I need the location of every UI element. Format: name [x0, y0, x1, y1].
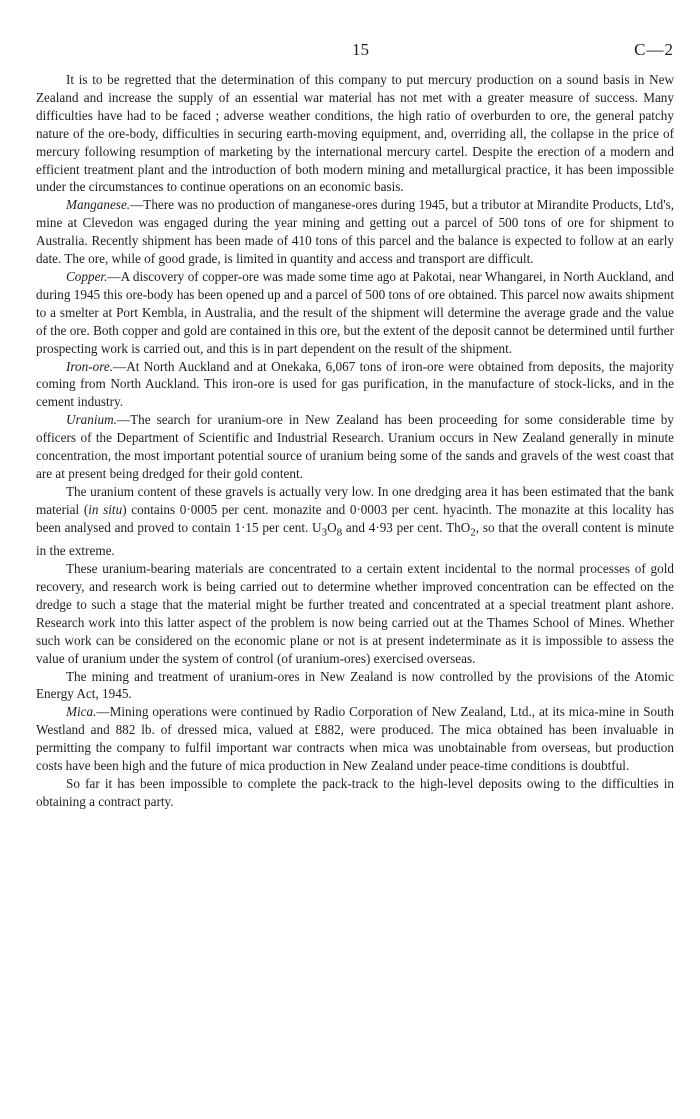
- paragraph-mica: Mica.—Mining operations were continued by Radio Corporation of New Zealand, Ltd., at its mica-mine in South Westland and 882 lb. of dressed mica, valued at £882, were produced. The mica obtained has been invaluable in permitting the company to fulfil important war contracts when mica was unobtainable from overseas, but production costs have been high and the future of mica production in New Zealand under peace-time conditions is doubtful.: [36, 704, 674, 774]
- paragraph-pack-track: So far it has been impossible to complete the pack-track to the high-level deposits owing to the difficulties in obtaining a contract party.: [36, 775, 674, 809]
- paragraph-uranium-research: These uranium-bearing materials are concentrated to a certain extent incidental to the normal processes of gold recovery, and research work is being carried out to determine whether improved concentration can be effected on the dredge to such a stage that the material might be further treated and concentrated at a special treatment plant ashore. Research work into this latter aspect of the problem is now being carried out at the Thames School of Mines. Whether such work can be considered on the economic plane or not is at present indeterminate as it is impossible to assess the value of uranium under the system of control (of uranium-ores) exercised overseas.: [36, 561, 674, 666]
- section-heading-manganese: Manganese.: [66, 197, 131, 213]
- section-heading-mica: Mica.: [66, 704, 97, 720]
- section-heading-copper: Copper.: [66, 268, 108, 284]
- italic-in-situ: in situ: [88, 501, 123, 517]
- paragraph-iron-ore: Iron-ore.—At North Auckland and at Onekaka, 6,067 tons of iron-ore were obtained from deposits, the majority coming from North Auckland. This iron-ore is used for gas purification, in the manufacture of stock-licks, and in the cement industry.: [36, 358, 674, 410]
- series-reference: C—2: [634, 40, 674, 59]
- paragraph-uranium: Uranium.—The search for uranium-ore in New Zealand has been proceeding for some considerable time by officers of the Department of Scientific and Industrial Research. Uranium occurs in New Zealand generally in minute concentration, the most important potential source of uranium being some of the sands and gravels of the west coast that are at present being dredged for their gold content.: [36, 412, 674, 481]
- page-number: 15: [352, 40, 369, 59]
- paragraph-mercury: It is to be regretted that the determination of this company to put mercury production on a sound basis in New Zealand and increase the supply of an essential war material has not met with a greater measure of success. Many difficulties have had to be faced ; adverse weather conditions, the high ratio of overburden to ore, the general patchy nature of the ore-body, difficulties in securing earth-moving equipment, and, overriding all, the collapse in the price of mercury following resumption of marketing by the international mercury cartel. Despite the erection of a modern and efficient treatment plant and the introduction of both modern mining and metallurgical practice, it has been impossible under the circumstances to continue operations on an economic basis.: [36, 72, 674, 195]
- paragraph-manganese: Manganese.—There was no production of manganese-ores during 1945, but a tributor at Mirandite Products, Ltd's, mine at Clevedon was engaged during the year mining and getting out a parcel of 500 tons of ore for shipment to Australia. Recently shipment has been made of 410 tons of this parcel and the balance is expected to follow at an early date. The ore, while of good grade, is limited in quantity and access and transport are difficult.: [36, 197, 674, 267]
- body-text: [36, 71, 674, 811]
- paragraph-copper: Copper.—A discovery of copper-ore was made some time ago at Pakotai, near Whangarei, in North Auckland, and during 1945 this ore-body has been opened up and a parcel of 500 tons of ore obtained. This parcel now awaits shipment to a smelter at Port Kembla, in Australia, and the result of the shipment will determine the average grade and the value of the ore. Both copper and gold are contained in this ore, but the extent of the deposit cannot be determined until further prospecting work is carried out, and this is in part dependent on the result of the shipment.: [36, 268, 674, 356]
- section-heading-uranium: Uranium.: [66, 412, 117, 428]
- section-heading-iron-ore: Iron-ore.: [66, 358, 113, 374]
- page-header: [36, 40, 674, 66]
- paragraph-atomic-energy-act: The mining and treatment of uranium-ores in New Zealand is now controlled by the provisions of the Atomic Energy Act, 1945.: [36, 668, 674, 702]
- paragraph-uranium-content: The uranium content of these gravels is actually very low. In one dredging area it has been estimated that the bank material (in situ) contains 0·0005 per cent. monazite and 0·0003 per cent. hyacinth. The monazite at this locality has been analysed and proved to contain 1·15 per cent. $U_3O_8$ and 4·93 per cent. ThO$_2$, so that the overall content is minute in the extreme.: [36, 483, 675, 559]
